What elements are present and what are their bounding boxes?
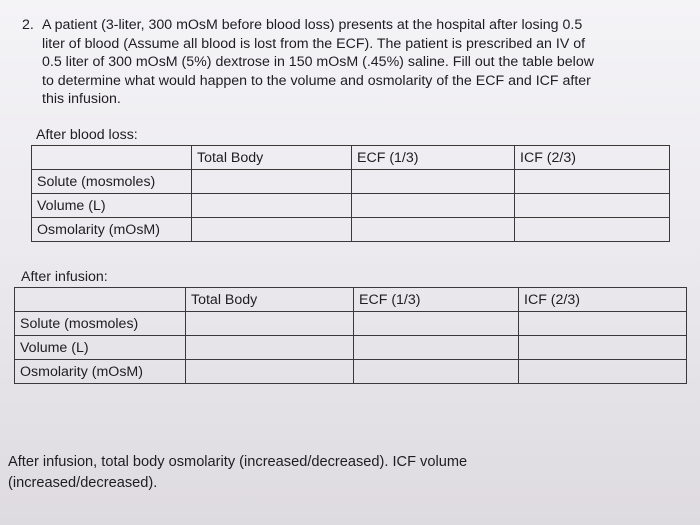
cell-volume-ecf[interactable] bbox=[354, 336, 519, 360]
table-row bbox=[15, 360, 687, 384]
header-cell-corner bbox=[32, 146, 192, 170]
cell-volume-ecf[interactable] bbox=[352, 194, 515, 218]
cell-solute-icf[interactable] bbox=[519, 312, 687, 336]
row-label-volume: Volume (L) bbox=[32, 194, 192, 218]
after-blood-loss-label: After blood loss: bbox=[36, 127, 138, 143]
header-cell-icf: ICF (2/3) bbox=[515, 146, 670, 170]
table-row bbox=[32, 170, 670, 194]
cell-osmolarity-icf[interactable] bbox=[515, 218, 670, 242]
cell-solute-icf[interactable] bbox=[515, 170, 670, 194]
row-label-solute: Solute (mosmoles) bbox=[32, 170, 192, 194]
header-cell-total-body: Total Body bbox=[186, 288, 354, 312]
header-cell-total-body: Total Body bbox=[192, 146, 352, 170]
cell-osmolarity-total-body[interactable] bbox=[186, 360, 354, 384]
header-cell-ecf: ECF (1/3) bbox=[354, 288, 519, 312]
cell-solute-total-body[interactable] bbox=[192, 170, 352, 194]
conclusion-text: After infusion, total body osmolarity (increased/decreased). ICF volume (increased/decreased). bbox=[8, 454, 468, 491]
after-infusion-label: After infusion: bbox=[21, 269, 108, 285]
after-infusion-table bbox=[14, 287, 687, 384]
question-text: A patient (3-liter, 300 mOsM before blood loss) presents at the hospital after losing 0.5 liter of blood (Assume all blood is lost from the ECF). The patient is prescribed an IV of 0.5 liter of 300 mOsM (5%) dextrose in 150 mOsM (.45%) saline. Fill out the table below to determine what would happen to the volume and osmolarity of the ECF and ICF after this infusion. bbox=[42, 17, 594, 108]
cell-osmolarity-icf[interactable] bbox=[519, 360, 687, 384]
cell-volume-icf[interactable] bbox=[519, 336, 687, 360]
table-row bbox=[32, 218, 670, 242]
table-row bbox=[32, 194, 670, 218]
cell-osmolarity-ecf[interactable] bbox=[354, 360, 519, 384]
header-cell-corner bbox=[15, 288, 186, 312]
question-block bbox=[22, 16, 672, 109]
cell-volume-total-body[interactable] bbox=[186, 336, 354, 360]
table-row bbox=[15, 336, 687, 360]
cell-volume-total-body[interactable] bbox=[192, 194, 352, 218]
row-label-volume: Volume (L) bbox=[15, 336, 186, 360]
table-row bbox=[15, 312, 687, 336]
cell-osmolarity-total-body[interactable] bbox=[192, 218, 352, 242]
after-blood-loss-table bbox=[31, 145, 670, 242]
row-label-osmolarity: Osmolarity (mOsM) bbox=[15, 360, 186, 384]
cell-solute-total-body[interactable] bbox=[186, 312, 354, 336]
table-header-row bbox=[32, 146, 670, 170]
header-cell-ecf: ECF (1/3) bbox=[352, 146, 515, 170]
row-label-osmolarity: Osmolarity (mOsM) bbox=[32, 218, 192, 242]
cell-solute-ecf[interactable] bbox=[354, 312, 519, 336]
cell-osmolarity-ecf[interactable] bbox=[352, 218, 515, 242]
question-number: 2. bbox=[22, 17, 34, 33]
row-label-solute: Solute (mosmoles) bbox=[15, 312, 186, 336]
cell-volume-icf[interactable] bbox=[515, 194, 670, 218]
table-header-row bbox=[15, 288, 687, 312]
header-cell-icf: ICF (2/3) bbox=[519, 288, 687, 312]
cell-solute-ecf[interactable] bbox=[352, 170, 515, 194]
